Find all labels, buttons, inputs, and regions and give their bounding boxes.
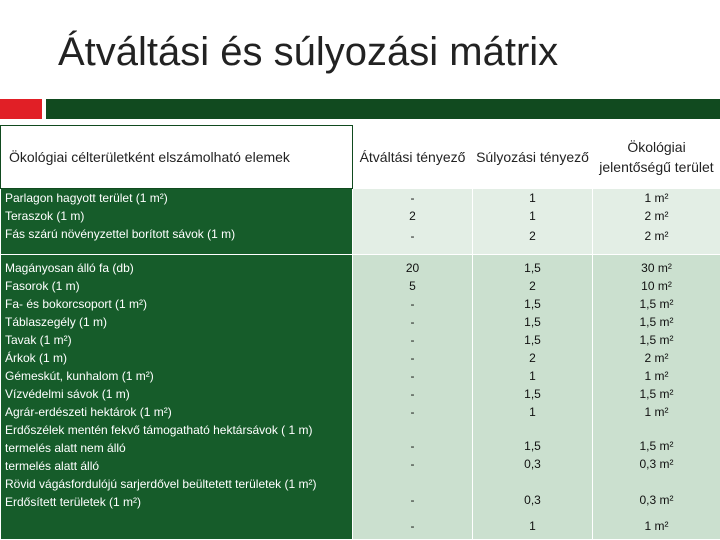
area-value: 10 m² — [641, 279, 672, 293]
area-value: 1,5 m² — [639, 439, 674, 453]
header-elements: Ökológiai célterületként elszámolható elemek — [1, 126, 353, 189]
area-value: 2 m² — [644, 351, 669, 365]
table-row-group-1 — [1, 189, 720, 255]
weighting-value: 1,5 — [524, 315, 541, 329]
group2-area — [593, 255, 720, 540]
area-value: 0,3 m² — [639, 493, 674, 507]
group2-names — [1, 255, 353, 540]
group2-conversion — [353, 255, 473, 540]
item-name: Erdőszélek mentén fekvő támogatható hektársávok ( 1 m) — [5, 423, 313, 437]
area-value: 1,5 m² — [639, 315, 674, 329]
item-name: Vízvédelmi sávok (1 m) — [5, 387, 130, 401]
conversion-value: - — [410, 351, 415, 365]
group1-weighting — [473, 189, 593, 255]
item-name: Fás szárú növényzettel borított sávok (1 m) — [5, 227, 236, 241]
weighting-value: 1,5 — [524, 387, 541, 401]
area-value: 1 m² — [644, 405, 669, 419]
item-name: Erdősített területek (1 m²) — [5, 495, 142, 509]
area-value: 2 m² — [644, 229, 669, 243]
item-name: Agrár-erdészeti hektárok (1 m²) — [5, 405, 172, 419]
item-name: Teraszok (1 m) — [5, 209, 85, 223]
weighting-value: 1,5 — [524, 261, 541, 275]
matrix-table — [0, 125, 720, 540]
area-value: 1 m² — [644, 369, 669, 383]
conversion-value: 2 — [409, 209, 416, 223]
weighting-value: 1,5 — [524, 439, 541, 453]
weighting-value: 0,3 — [524, 457, 541, 471]
conversion-value: - — [410, 333, 415, 347]
conversion-value: - — [410, 493, 415, 507]
area-value: 1 m² — [644, 191, 669, 205]
item-name: termelés alatt álló — [5, 459, 100, 473]
accent-bar-green — [46, 99, 720, 119]
weighting-value: 1,5 — [524, 333, 541, 347]
table-row-group-2 — [1, 255, 720, 540]
area-value: 1,5 m² — [639, 387, 674, 401]
weighting-value: 2 — [529, 351, 536, 365]
item-name: Táblaszegély (1 m) — [5, 315, 108, 329]
conversion-value: - — [410, 457, 415, 471]
weighting-value: 1,5 — [524, 297, 541, 311]
group1-conversion — [353, 189, 473, 255]
conversion-value: - — [410, 315, 415, 329]
conversion-value: - — [410, 439, 415, 453]
header-weighting-factor: Súlyozási tényező — [473, 126, 593, 189]
conversion-value: - — [410, 297, 415, 311]
conversion-value: 5 — [409, 279, 416, 293]
weighting-value: 1 — [529, 191, 536, 205]
item-name: Fasorok (1 m) — [5, 279, 80, 293]
header-ecological-area: Ökológiai jelentőségű terület — [593, 126, 720, 189]
slide-title: Átváltási és súlyozási mátrix — [58, 30, 559, 74]
group1-area — [593, 189, 720, 255]
area-value: 0,3 m² — [639, 457, 674, 471]
spacer — [593, 421, 720, 437]
group1-names — [1, 189, 353, 255]
conversion-value: - — [410, 229, 415, 243]
area-value: 1 m² — [644, 519, 669, 533]
accent-bar-red — [0, 99, 42, 119]
header-conversion-factor: Átváltási tényező — [353, 126, 473, 189]
item-name: termelés alatt nem álló — [5, 441, 126, 455]
conversion-value: - — [410, 519, 415, 533]
group2-weighting — [473, 255, 593, 540]
item-name: Magányosan álló fa (db) — [5, 261, 134, 275]
weighting-value: 1 — [529, 519, 536, 533]
area-value: 1,5 m² — [639, 297, 674, 311]
weighting-value: 1 — [529, 209, 536, 223]
area-value: 30 m² — [641, 261, 672, 275]
item-name: Tavak (1 m²) — [5, 333, 72, 347]
weighting-value: 2 — [529, 229, 536, 243]
item-name: Fa- és bokorcsoport (1 m²) — [5, 297, 148, 311]
spacer — [473, 421, 592, 437]
weighting-value: 2 — [529, 279, 536, 293]
item-name: Parlagon hagyott terület (1 m²) — [5, 191, 168, 205]
item-name: Árkok (1 m) — [5, 351, 68, 365]
weighting-value: 0,3 — [524, 493, 541, 507]
weighting-value: 1 — [529, 405, 536, 419]
item-name: Rövid vágásfordulójú sarjerdővel beültetett területek (1 m²) — [5, 477, 317, 491]
area-value: 1,5 m² — [639, 333, 674, 347]
weighting-value: 1 — [529, 369, 536, 383]
conversion-value: - — [410, 387, 415, 401]
area-value: 2 m² — [644, 209, 669, 223]
conversion-value: 20 — [405, 261, 420, 275]
conversion-value: - — [410, 191, 415, 205]
spacer — [353, 421, 472, 437]
conversion-value: - — [410, 369, 415, 383]
item-name: Gémeskút, kunhalom (1 m²) — [5, 369, 154, 383]
conversion-value: - — [410, 405, 415, 419]
header-row — [1, 126, 720, 189]
